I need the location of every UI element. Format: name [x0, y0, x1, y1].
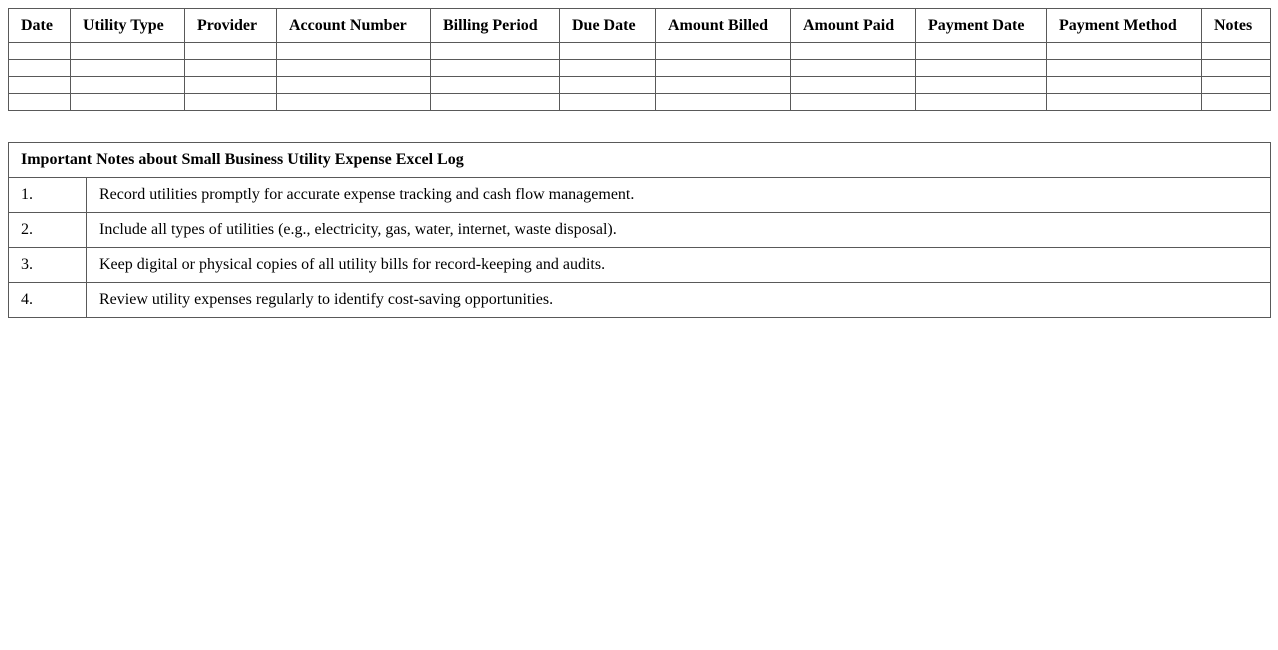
table-cell[interactable] — [791, 77, 916, 94]
table-cell[interactable] — [71, 60, 185, 77]
table-cell[interactable] — [1047, 94, 1202, 111]
column-header-notes: Notes — [1202, 9, 1271, 43]
table-cell[interactable] — [1202, 43, 1271, 60]
table-cell[interactable] — [560, 77, 656, 94]
column-header-billing-period: Billing Period — [431, 9, 560, 43]
table-cell[interactable] — [656, 77, 791, 94]
table-cell[interactable] — [431, 43, 560, 60]
note-text: Review utility expenses regularly to identify cost-saving opportunities. — [87, 283, 1271, 318]
note-text: Include all types of utilities (e.g., electricity, gas, water, internet, waste disposal). — [87, 213, 1271, 248]
notes-title: Important Notes about Small Business Utility Expense Excel Log — [9, 143, 1271, 178]
table-cell[interactable] — [916, 43, 1047, 60]
table-cell[interactable] — [1202, 77, 1271, 94]
column-header-amount-paid: Amount Paid — [791, 9, 916, 43]
table-cell[interactable] — [916, 94, 1047, 111]
table-cell[interactable] — [1202, 94, 1271, 111]
list-item — [9, 213, 1271, 248]
table-cell[interactable] — [791, 94, 916, 111]
list-item — [9, 283, 1271, 318]
list-item — [9, 178, 1271, 213]
table-row — [9, 60, 1271, 77]
utility-expense-log-table — [8, 8, 1271, 111]
table-cell[interactable] — [791, 43, 916, 60]
table-cell[interactable] — [277, 94, 431, 111]
table-cell[interactable] — [916, 60, 1047, 77]
note-number: 2. — [9, 213, 87, 248]
note-number: 1. — [9, 178, 87, 213]
table-cell[interactable] — [9, 77, 71, 94]
table-cell[interactable] — [431, 60, 560, 77]
list-item — [9, 248, 1271, 283]
table-row — [9, 77, 1271, 94]
table-cell[interactable] — [656, 94, 791, 111]
table-cell[interactable] — [9, 43, 71, 60]
table-cell[interactable] — [916, 77, 1047, 94]
table-cell[interactable] — [71, 43, 185, 60]
table-cell[interactable] — [277, 77, 431, 94]
table-cell[interactable] — [656, 43, 791, 60]
column-header-date: Date — [9, 9, 71, 43]
column-header-payment-date: Payment Date — [916, 9, 1047, 43]
important-notes-table — [8, 142, 1271, 318]
column-header-utility-type: Utility Type — [71, 9, 185, 43]
table-cell[interactable] — [277, 60, 431, 77]
table-cell[interactable] — [1047, 43, 1202, 60]
note-number: 3. — [9, 248, 87, 283]
table-cell[interactable] — [560, 60, 656, 77]
table-row — [9, 43, 1271, 60]
table-cell[interactable] — [9, 60, 71, 77]
table-cell[interactable] — [185, 94, 277, 111]
table-cell[interactable] — [560, 94, 656, 111]
table-cell[interactable] — [431, 94, 560, 111]
column-header-due-date: Due Date — [560, 9, 656, 43]
notes-title-row — [9, 143, 1271, 178]
table-cell[interactable] — [185, 43, 277, 60]
column-header-account-number: Account Number — [277, 9, 431, 43]
table-cell[interactable] — [560, 43, 656, 60]
table-cell[interactable] — [791, 60, 916, 77]
table-cell[interactable] — [431, 77, 560, 94]
table-cell[interactable] — [71, 77, 185, 94]
table-row — [9, 94, 1271, 111]
table-cell[interactable] — [1047, 60, 1202, 77]
column-header-amount-billed: Amount Billed — [656, 9, 791, 43]
table-header-row — [9, 9, 1271, 43]
table-cell[interactable] — [185, 60, 277, 77]
table-cell[interactable] — [71, 94, 185, 111]
table-cell[interactable] — [185, 77, 277, 94]
note-text: Record utilities promptly for accurate expense tracking and cash flow management. — [87, 178, 1271, 213]
table-cell[interactable] — [1047, 77, 1202, 94]
table-cell[interactable] — [277, 43, 431, 60]
column-header-payment-method: Payment Method — [1047, 9, 1202, 43]
table-cell[interactable] — [656, 60, 791, 77]
table-cell[interactable] — [1202, 60, 1271, 77]
note-text: Keep digital or physical copies of all utility bills for record-keeping and audits. — [87, 248, 1271, 283]
column-header-provider: Provider — [185, 9, 277, 43]
table-cell[interactable] — [9, 94, 71, 111]
note-number: 4. — [9, 283, 87, 318]
